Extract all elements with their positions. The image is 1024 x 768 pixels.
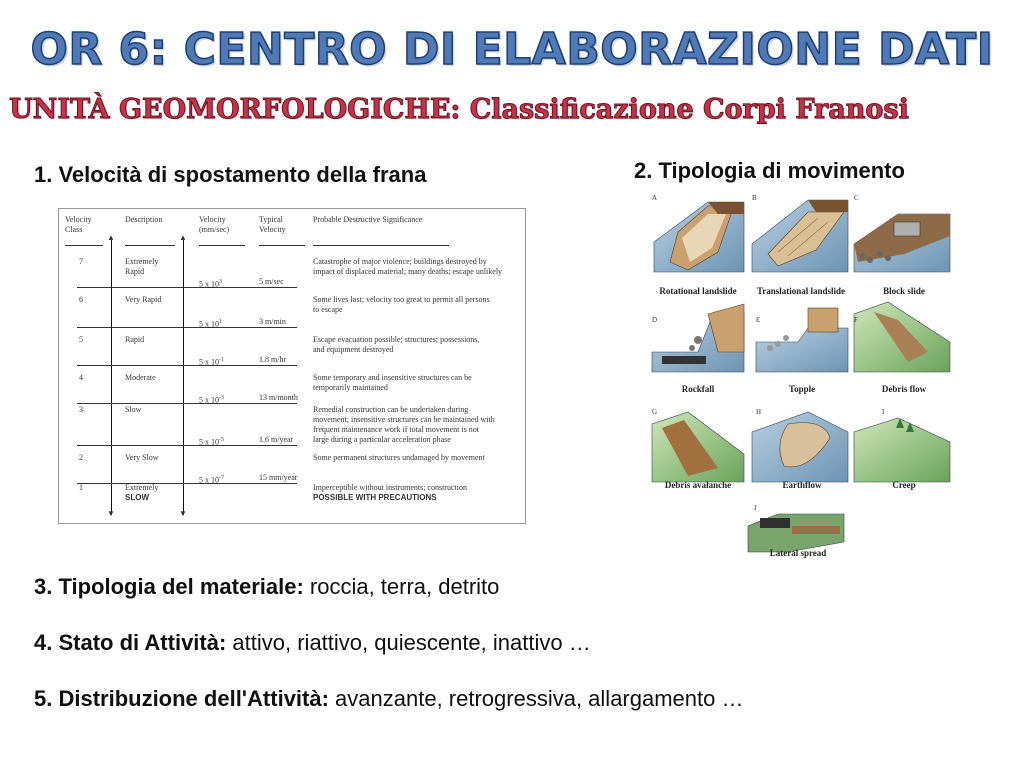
header-velocity-class: Velocity Class (65, 215, 92, 234)
section-velocity-heading: 1. Velocità di spostamento della frana (34, 162, 427, 187)
creep-icon (854, 418, 950, 482)
movement-caption: Debris avalanche (664, 480, 732, 490)
threshold-typical-velocity: 13 m/month (259, 393, 298, 402)
movement-caption: Rockfall (681, 384, 715, 394)
threshold-typical-velocity: 3 m/min (259, 317, 286, 326)
velocity-class-description: Slow (125, 405, 142, 414)
section-movement-heading: 2. Tipologia di movimento (634, 158, 905, 183)
movement-caption: Rotational landslide (659, 286, 737, 296)
velocity-class-description: Very Slow (125, 453, 159, 462)
header-underline (65, 245, 103, 246)
destructive-significance-text: Catastrophe of major violence; buildings destroyed by impact of displaced material; many deaths; escape unlikely (313, 257, 503, 276)
movement-caption: Lateral spread (769, 548, 827, 558)
header-underline (313, 245, 449, 246)
velocity-class-description: Extremely Rapid (125, 257, 159, 276)
velocity-class-number: 4 (79, 373, 83, 382)
velocity-arrow-right (183, 239, 184, 515)
velocity-threshold-line (77, 445, 297, 446)
lateral-spread-icon (748, 514, 844, 552)
rockfall-icon (652, 304, 744, 372)
threshold-typical-velocity: 1.8 m/hr (259, 355, 287, 364)
movement-caption: Block slide (883, 286, 925, 296)
arrow-up-head-left: ▲ (107, 233, 115, 242)
velocity-class-number: 3 (79, 405, 83, 414)
debris-flow-icon (854, 302, 950, 372)
destructive-significance-text: Some lives lost; velocity too great to permit all persons to escape (313, 295, 490, 314)
movement-letter: D (652, 316, 658, 324)
block-slide-icon (854, 214, 950, 272)
movement-letter: J (754, 504, 757, 512)
destructive-significance-text: Remedial construction can be undertaken during movement; insensitive structures can be maintained with frequent maintenance work if total movement is not large during a particular acceleration phase (313, 405, 495, 444)
material-type-label: 3. Tipologia del materiale: (34, 574, 304, 599)
destructive-significance-text: Imperceptible without instruments; construction POSSIBLE WITH PRECAUTIONS (313, 483, 467, 502)
movement-caption: Translational landslide (756, 286, 846, 296)
velocity-class-description: Rapid (125, 335, 145, 344)
movement-illustrations (648, 192, 954, 562)
velocity-class-number: 2 (79, 453, 83, 462)
activity-state-label: 4. Stato di Attività: (34, 630, 227, 655)
velocity-threshold-line (77, 287, 297, 288)
header-description: Description (125, 215, 163, 224)
page-title: OR 6: CENTRO DI ELABORAZIONE DATI (30, 24, 994, 75)
threshold-velocity: 5 x $10^{-3}$ (199, 395, 224, 405)
arrow-down-head-right: ▼ (179, 509, 187, 518)
velocity-class-number: 5 (79, 335, 83, 344)
velocity-threshold-line (77, 403, 297, 404)
velocity-class-description: Extremely SLOW (125, 483, 159, 502)
movement-letter: E (756, 316, 761, 324)
rotational-landslide-icon (654, 202, 744, 272)
velocity-table-figure (58, 208, 526, 524)
page-subtitle: UNITÀ GEOMORFOLOGICHE: Classificazione Corpi Franosi (9, 94, 909, 125)
header-significance: Probable Destructive Significance (313, 215, 423, 224)
header-typical-velocity: Typical Velocity (259, 215, 286, 234)
movement-caption: Earthflow (782, 480, 822, 490)
threshold-typical-velocity: 1.6 m/year (259, 435, 294, 444)
movement-types-figure (648, 192, 954, 562)
header-underline (125, 245, 175, 246)
velocity-class-number: 1 (79, 483, 83, 492)
activity-distribution-value: avanzante, retrogressiva, allargamento … (328, 686, 744, 711)
movement-letter: H (756, 408, 762, 416)
activity-state-line (34, 630, 591, 656)
destructive-significance-text: Escape evacuation possible; structures; possessions, and equipment destroyed (313, 335, 480, 354)
movement-letter: A (652, 194, 658, 202)
movement-caption: Creep (892, 480, 916, 490)
velocity-threshold-line (77, 483, 297, 484)
movement-letter: B (752, 194, 757, 202)
velocity-class-description: Very Rapid (125, 295, 162, 304)
threshold-velocity: 5 x $10^1$ (199, 319, 222, 329)
threshold-velocity: 5 x $10^{-1}$ (199, 357, 224, 367)
destructive-significance-text: Some temporary and insensitive structures can be temporarily maintained (313, 373, 472, 392)
movement-letter: G (652, 408, 658, 416)
activity-distribution-label: 5. Distribuzione dell'Attività: (34, 686, 329, 711)
header-underline (259, 245, 305, 246)
destructive-significance-text: Some permanent structures undamaged by movement (313, 453, 485, 462)
header-velocity: Velocity (mm/sec) (199, 215, 230, 234)
movement-letter: I (882, 408, 885, 416)
threshold-typical-velocity: 15 mm/year (259, 473, 298, 482)
threshold-typical-velocity: 5 m/sec (259, 277, 284, 286)
threshold-velocity: 5 x $10^3$ (199, 279, 222, 289)
arrow-up-head-right: ▲ (179, 233, 187, 242)
activity-state-value: attivo, riattivo, quiescente, inattivo … (226, 630, 591, 655)
header-underline (199, 245, 245, 246)
velocity-threshold-line (77, 365, 297, 366)
threshold-velocity: 5 x $10^{-7}$ (199, 475, 224, 485)
translational-landslide-icon (752, 200, 848, 272)
movement-letter: F (854, 316, 858, 324)
material-type-line (34, 574, 499, 600)
activity-distribution-line (34, 686, 743, 712)
velocity-class-number: 6 (79, 295, 83, 304)
velocity-threshold-line (77, 327, 297, 328)
topple-icon (756, 308, 848, 372)
velocity-arrow-left (111, 239, 112, 515)
threshold-velocity: 5 x $10^{-5}$ (199, 437, 224, 447)
debris-avalanche-icon (652, 412, 744, 482)
earthflow-icon (752, 412, 848, 482)
velocity-class-description: Moderate (125, 373, 156, 382)
movement-caption: Debris flow (881, 384, 927, 394)
velocity-class-number: 7 (79, 257, 83, 266)
movement-letter: C (854, 194, 859, 202)
material-type-value: roccia, terra, detrito (303, 574, 500, 599)
movement-caption: Topple (788, 384, 816, 394)
arrow-down-head-left: ▼ (107, 509, 115, 518)
